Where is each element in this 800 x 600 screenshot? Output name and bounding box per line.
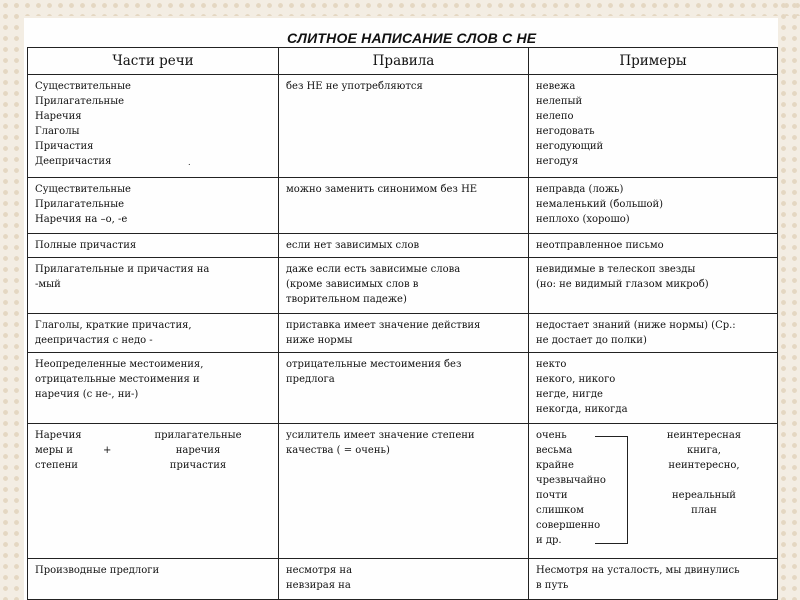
intensifiers-text: очень весьма крайне чрезвычайно почти слишком совершенно и др. — [536, 430, 606, 546]
examples-cell — [529, 234, 778, 258]
rule-cell — [279, 559, 529, 600]
examples-text: неправда (ложь) немаленький (большой) неплохо (хорошо) — [536, 184, 664, 225]
table-row — [28, 178, 778, 234]
parts-text: Существительные Прилагательные Наречия на –о, -е — [35, 184, 131, 225]
parts-combined-text: прилагательные наречия причастия — [154, 430, 242, 471]
rule-text: несмотря на невзирая на — [286, 565, 353, 591]
table-row — [28, 75, 778, 178]
examples-text: некто некого, никого негде, нигде некогда, никогда — [536, 359, 628, 415]
parts-text: Неопределенные местоимения, отрицательные местоимения и наречия (с не-, ни-) — [35, 359, 204, 400]
rule-cell — [279, 353, 529, 424]
header-rules: Правила — [279, 48, 529, 75]
parts-cell — [28, 424, 279, 559]
rule-cell — [279, 424, 529, 559]
parts-cell — [28, 559, 279, 600]
decorative-border-left — [0, 0, 22, 600]
examples-text: невежа нелепый нелепо негодовать негодующий негодуя — [536, 81, 604, 167]
table-row — [28, 424, 778, 559]
stray-dot: . — [188, 158, 191, 167]
rule-text: приставка имеет значение действия ниже нормы — [286, 320, 481, 346]
examples-cell — [529, 258, 778, 314]
rule-text: даже если есть зависимые слова (кроме зависимых слов в творительном падеже) — [286, 264, 461, 305]
header-parts-of-speech: Части речи — [28, 48, 279, 75]
intensified-words-text: неинтересная книга, неинтересно, нереальный план — [666, 430, 742, 516]
examples-cell — [529, 314, 778, 353]
examples-cell — [529, 75, 778, 178]
examples-text: невидимые в телескоп звезды (но: не видимый глазом микроб) — [536, 264, 709, 290]
table-row — [28, 314, 778, 353]
plus-sign: + — [103, 445, 112, 456]
parts-text: Существительные Прилагательные Наречия Глаголы Причастия Деепричастия — [35, 81, 131, 167]
parts-cell — [28, 258, 279, 314]
document-title: СЛИТНОЕ НАПИСАНИЕ СЛОВ С НЕ — [287, 30, 537, 46]
decorative-border-right — [778, 0, 800, 600]
rule-cell — [279, 178, 529, 234]
grouping-bracket — [595, 436, 628, 544]
rule-text: если нет зависимых слов — [286, 240, 420, 251]
table-row — [28, 353, 778, 424]
rule-cell — [279, 75, 529, 178]
parts-cell — [28, 314, 279, 353]
parts-text: Производные предлоги — [35, 565, 160, 576]
rule-text: отрицательные местоимения без предлога — [286, 359, 462, 385]
table-row — [28, 559, 778, 600]
parts-cell — [28, 234, 279, 258]
parts-adverbs-text: Наречия меры и степени — [35, 430, 82, 471]
examples-cell — [529, 424, 778, 559]
parts-text: Полные причастия — [35, 240, 137, 251]
rule-cell — [279, 234, 529, 258]
table-row — [28, 234, 778, 258]
examples-text: недостает знаний (ниже нормы) (Ср.: не достает до полки) — [536, 320, 736, 346]
examples-cell — [529, 353, 778, 424]
rule-cell — [279, 258, 529, 314]
decorative-border-top — [0, 0, 800, 16]
rule-text: усилитель имеет значение степени качества ( = очень) — [286, 430, 475, 456]
table-header-row — [28, 48, 778, 75]
parts-cell — [28, 353, 279, 424]
rule-text: без НЕ не употребляются — [286, 81, 423, 92]
examples-cell — [529, 178, 778, 234]
examples-cell — [529, 559, 778, 600]
parts-cell — [28, 75, 279, 178]
examples-text: неотправленное письмо — [536, 240, 664, 251]
parts-cell — [28, 178, 279, 234]
examples-text: Несмотря на усталость, мы двинулись в путь — [536, 565, 740, 591]
parts-text: Глаголы, краткие причастия, деепричастия с недо - — [35, 320, 192, 346]
header-examples: Примеры — [529, 48, 778, 75]
rule-cell — [279, 314, 529, 353]
parts-text: Прилагательные и причастия на -мый — [35, 264, 210, 290]
rules-table — [27, 47, 778, 600]
rule-text: можно заменить синонимом без НЕ — [286, 184, 478, 195]
table-row — [28, 258, 778, 314]
